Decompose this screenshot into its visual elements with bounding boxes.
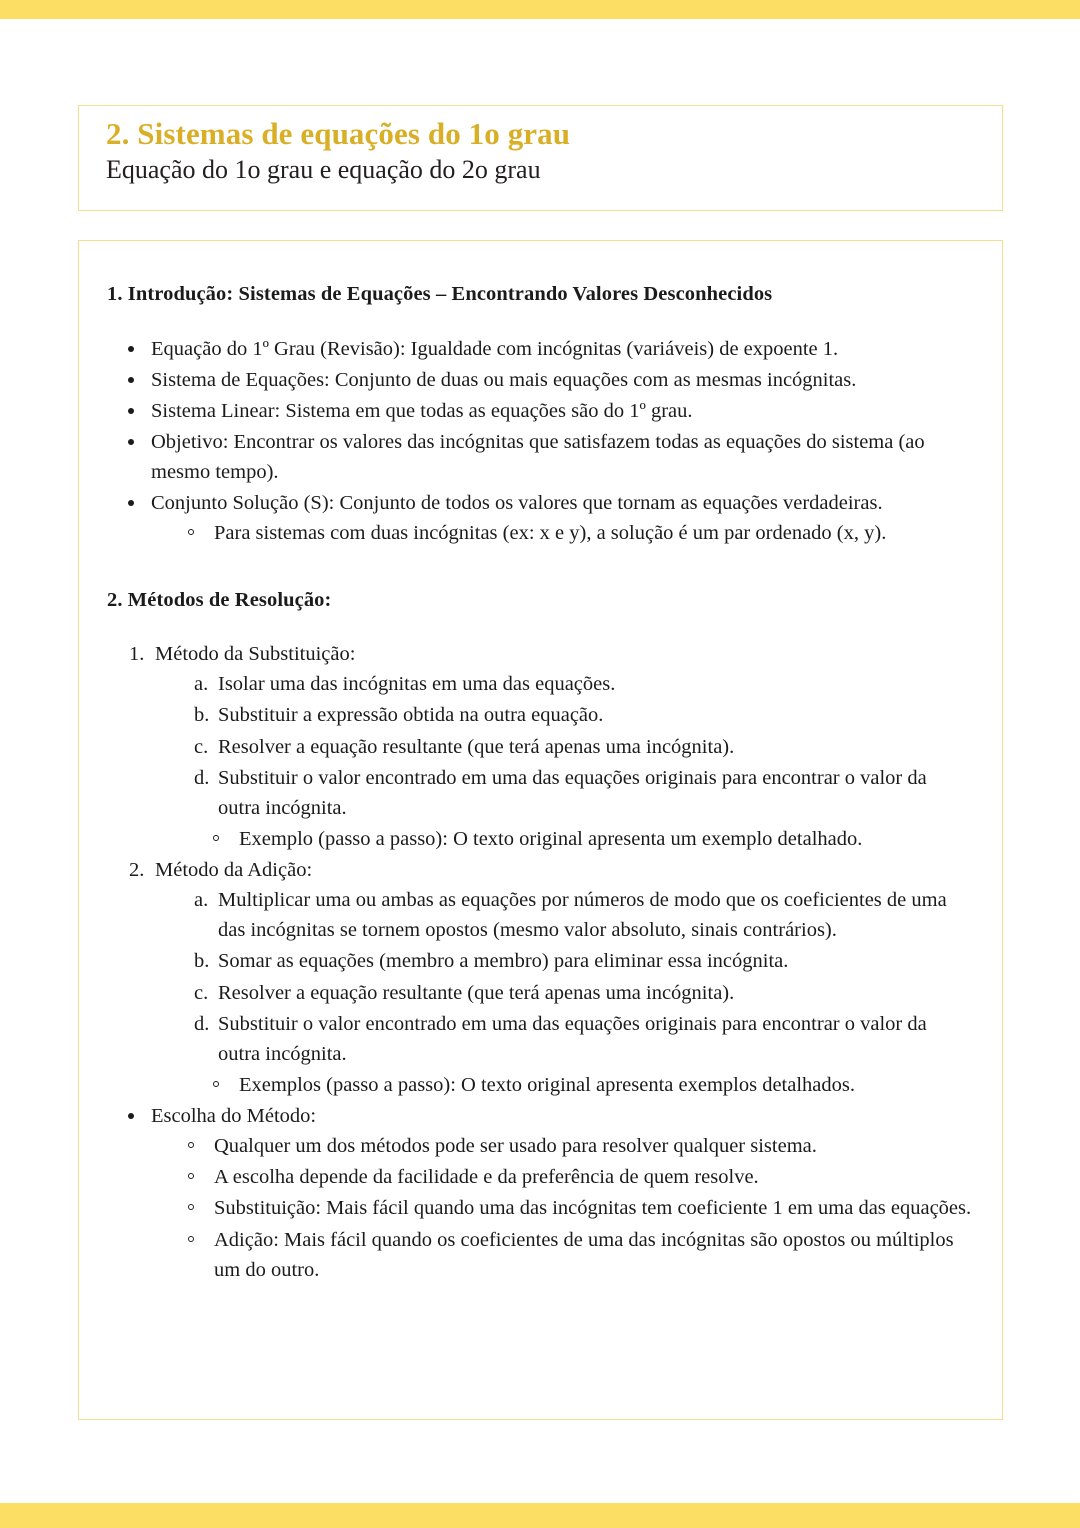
section-1-sublist [174,518,972,548]
list-item [129,639,972,854]
list-item-text: Conjunto Solução (S): Conjunto de todos os valores que tornam as equações verdadeiras. [151,492,883,515]
bottom-accent-bar [0,1503,1080,1528]
document-page [0,19,1080,1503]
list-item [194,1009,972,1069]
method-choice-sublist [174,1131,972,1285]
list-item [194,732,972,762]
methods-list [129,639,972,1100]
method-1-note-list [199,824,972,854]
list-item-text: A escolha depende da facilidade e da preferência de quem resolve. [214,1166,759,1189]
list-item-text: Substituir o valor encontrado em uma das equações originais para encontrar o valor da outra incógnita. [218,766,927,819]
section-1-heading: 1. Introdução: Sistemas de Equações – Encontrando Valores Desconhecidos [107,283,773,305]
list-item [107,365,972,395]
method-2-note-list [199,1070,972,1100]
list-item-text: Multiplicar uma ou ambas as equações por números de modo que os coeficientes de uma das incógnitas se tornem opostos (mesmo valor absoluto, sinais contrários). [218,889,947,942]
list-item [194,978,972,1008]
list-item-text: Substituição: Mais fácil quando uma das incógnitas tem coeficiente 1 em uma das equações. [214,1197,972,1220]
list-item [129,855,972,1100]
list-item [199,824,972,854]
list-item-text: Sistema de Equações: Conjunto de duas ou mais equações com as mesmas incógnitas. [151,368,857,391]
list-item [194,885,972,945]
list-marker: b. [194,950,210,973]
top-accent-bar [0,0,1080,19]
list-marker: d. [194,766,210,789]
list-item-text: Adição: Mais fácil quando os coeficientes de uma das incógnitas são opostos ou múltiplos um do outro. [214,1228,954,1281]
list-item [107,488,972,548]
list-item [107,334,972,364]
method-1-steps [194,669,972,823]
list-item [174,518,972,548]
list-item [194,946,972,976]
list-item [107,1101,972,1285]
list-item-text: Para sistemas com duas incógnitas (ex: x e y), a solução é um par ordenado (x, y). [214,522,887,545]
list-item [107,396,972,426]
list-item-text: Método da Adição: [155,859,313,882]
list-item-text: Isolar uma das incógnitas em uma das equações. [218,673,616,696]
list-item-text: Exemplo (passo a passo): O texto original apresenta um exemplo detalhado. [239,827,863,850]
list-item-text: Resolver a equação resultante (que terá apenas uma incógnita). [218,735,735,758]
document-header-box [78,105,1003,211]
list-item [194,700,972,730]
content-inner [79,241,1002,1306]
list-item [199,1070,972,1100]
list-marker: a. [194,889,209,912]
list-item-text: Equação do 1º Grau (Revisão): Igualdade com incógnitas (variáveis) de expoente 1. [151,337,839,360]
list-item-text: Substituir a expressão obtida na outra equação. [218,704,604,727]
section-2-heading: 2. Métodos de Resolução: [107,588,332,611]
list-item [174,1162,972,1192]
list-item [194,763,972,823]
header-inner [79,106,1002,185]
list-item-text: Resolver a equação resultante (que terá apenas uma incógnita). [218,981,735,1004]
list-item-text: Sistema Linear: Sistema em que todas as equações são do 1º grau. [151,399,693,422]
list-marker: d. [194,1012,210,1035]
list-marker: 2. [129,859,145,882]
list-item-text: Escolha do Método: [151,1105,317,1128]
list-item-text: Substituir o valor encontrado em uma das equações originais para encontrar o valor da outra incógnita. [218,1012,927,1065]
list-item-text: Exemplos (passo a passo): O texto original apresenta exemplos detalhados. [239,1073,855,1096]
list-marker: a. [194,673,209,696]
list-marker: c. [194,735,209,758]
list-marker: b. [194,704,210,727]
list-item-text: Objetivo: Encontrar os valores das incógnitas que satisfazem todas as equações do sistema (ao mesmo tempo). [151,431,925,484]
list-marker: 1. [129,643,145,666]
section-1-bullet-list [107,334,972,549]
document-content-box [78,240,1003,1420]
list-item-text: Somar as equações (membro a membro) para eliminar essa incógnita. [218,950,789,973]
list-item [174,1193,972,1223]
list-item-text: Método da Substituição: [155,643,356,666]
list-marker: c. [194,981,209,1004]
method-choice-list [107,1101,972,1285]
page-subtitle: Equação do 1o grau e equação do 2o grau [106,154,541,184]
list-item [194,669,972,699]
method-2-steps [194,885,972,1069]
list-item-text: Qualquer um dos métodos pode ser usado para resolver qualquer sistema. [214,1135,817,1158]
list-item [107,427,972,487]
list-item [174,1131,972,1161]
page-title: 2. Sistemas de equações do 1o grau [106,116,571,151]
list-item [174,1225,972,1285]
